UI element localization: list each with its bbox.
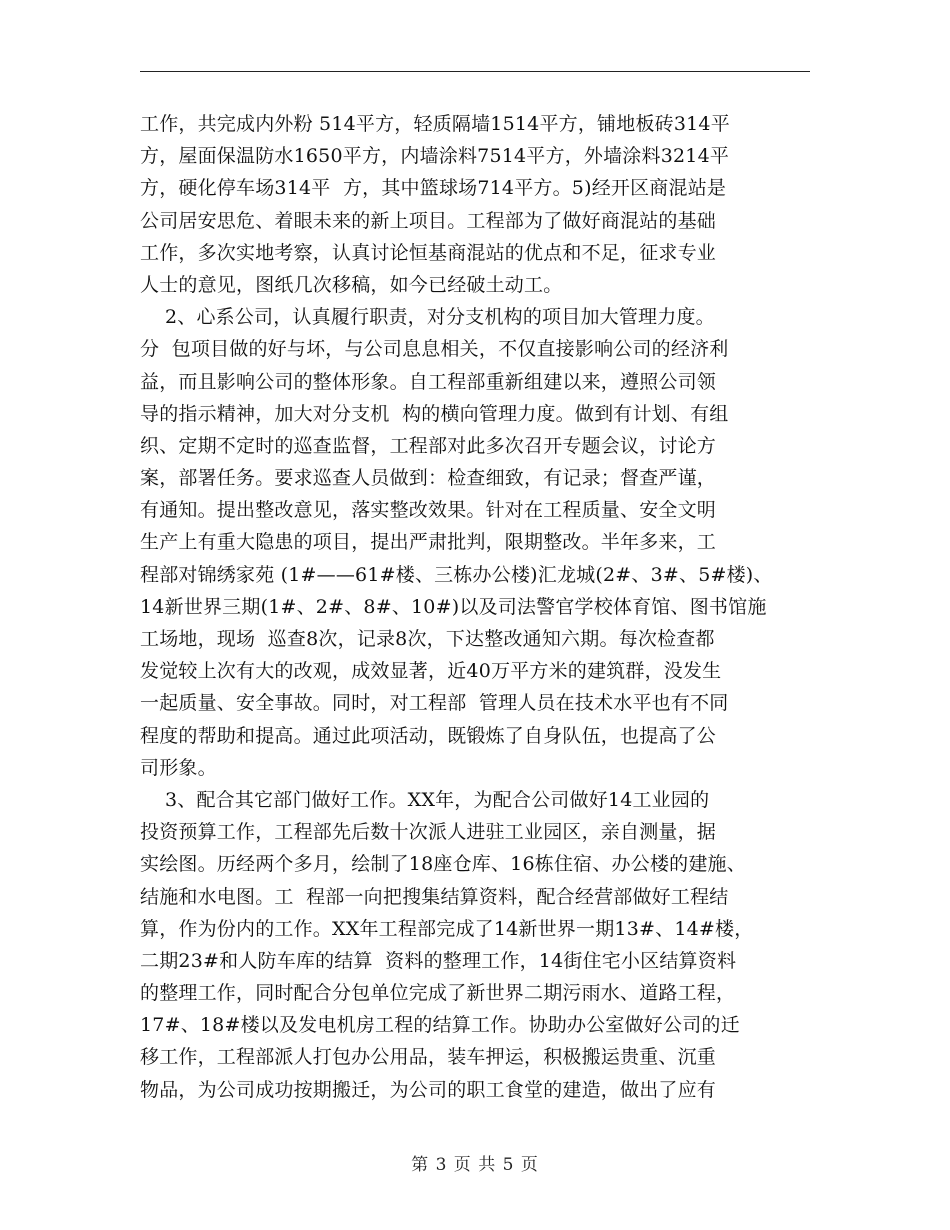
text-line: 方，硬化停车场314平 方，其中篮球场714平方。5)经开区商混站是 (140, 177, 727, 200)
text-line: 工场地，现场 巡查8次，记录8次，下达整改通知六期。每次检查都 (140, 628, 715, 650)
text-line: 发觉较上次有大的改观，成效显著，近40万平方米的建筑群，没发生 (140, 660, 722, 683)
page-number: 第 3 页 共 5 页 (411, 1155, 539, 1175)
text-line: 14新世界三期(1#、2#、8#、10#)以及司法警官学校体育馆、图书馆施 (140, 595, 767, 618)
text-line: 织、定期不定时的巡查监督，工程部对此多次召开专题会议，讨论方 (140, 434, 717, 457)
text-line: 人士的意见，图纸几次移稿，如今已经破土动工。 (140, 273, 563, 296)
text-line: 生产上有重大隐患的项目，提出严肃批判，限期整改。半年多来，工 (140, 531, 717, 554)
text-line: 投资预算工作，工程部先后数十次派人进驻工业园区，亲自测量，据 (140, 821, 717, 844)
text-line: 工作，多次实地考察，认真讨论恒基商混站的优点和不足，征求专业 (140, 241, 717, 264)
text-line: 一起质量、安全事故。同时，对工程部 管理人员在技术水平也有不同 (140, 692, 729, 715)
text-line: 公司居安思危、着眼未来的新上项目。工程部为了做好商混站的基础 (140, 209, 717, 232)
text-line: 算，作为份内的工作。XX年工程部完成了14新世界一期13#、14#楼， (140, 917, 754, 940)
text-line: 结施和水电图。工 程部一向把搜集结算资料，配合经营部做好工程结 (140, 885, 729, 908)
text-line: 程度的帮助和提高。通过此项活动，既锻炼了自身队伍，也提高了公 (140, 724, 717, 747)
text-line: 的整理工作，同时配合分包单位完成了新世界二期污雨水、道路工程， (140, 982, 736, 1005)
text-line: 益，而且影响公司的整体形象。自工程部重新组建以来，遵照公司领 (140, 370, 717, 393)
text-line: 有通知。提出整改意见，落实整改效果。针对在工程质量、安全文明 (140, 499, 717, 522)
text-line: 司形象。 (140, 756, 217, 779)
body-text (140, 108, 830, 1106)
text-line: 物品，为公司成功按期搬迁，为公司的职工食堂的建造，做出了应有 (140, 1078, 717, 1101)
text-line: 移工作，工程部派人打包办公用品，装车押运，积极搬运贵重、沉重 (140, 1046, 717, 1069)
text-line: 二期23#和人防车库的结算 资料的整理工作，14街住宅小区结算资料 (140, 949, 737, 972)
text-line: 实绘图。历经两个多月，绘制了18座仓库、16栋住宿、办公楼的建施、 (140, 853, 746, 876)
text-line: 2、心系公司，认真履行职责，对分支机构的项目加大管理力度。 (140, 306, 715, 329)
text-line: 分 包项目做的好与坏，与公司息息相关，不仅直接影响公司的经济利 (140, 338, 729, 361)
text-line: 17#、18#楼以及发电机房工程的结算工作。协助办公室做好公司的迁 (140, 1014, 740, 1037)
text-line: 工作，共完成内外粉 514平方，轻质隔墙1514平方，铺地板砖314平 (140, 113, 730, 135)
text-line: 导的指示精神，加大对分支机 构的横向管理力度。做到有计划、有组 (140, 402, 729, 425)
text-line: 3、配合其它部门做好工作。XX年，为配合公司做好14工业园的 (140, 788, 710, 811)
text-line: 方，屋面保温防水1650平方，内墙涂料7514平方，外墙涂料3214平 (140, 145, 730, 168)
text-line: 程部对锦绣家苑 (1#——61#楼、三栋办公楼)汇龙城(2#、3#、5#楼)、 (140, 563, 773, 586)
header-rule (140, 71, 810, 72)
text-line: 案，部署任务。要求巡查人员做到：检查细致，有记录；督查严谨， (140, 467, 717, 490)
